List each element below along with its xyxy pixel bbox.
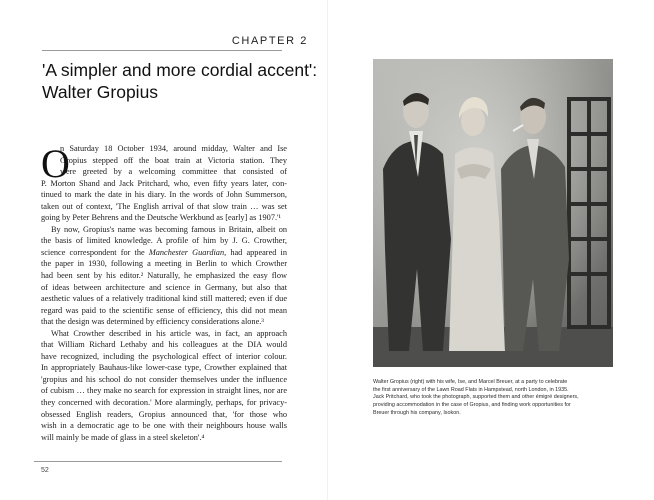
text-line: 'gropius and his school do not consider themselves under the influence [41, 374, 287, 384]
text-line: aesthetic values of a relatively traditional kind still mattered; even if due [41, 294, 287, 304]
text-line: science correspondent for the Manchester Guardian, had appeared in [41, 247, 288, 257]
paragraph [41, 328, 287, 443]
caption-line: Breuer through his company, Isokon. [373, 409, 461, 416]
text-line: P. Morton Shand and Jack Pritchard, who, even fifty years later, con- [41, 178, 287, 188]
text-line: had been sent by his editor.² Naturally, he emphasized the easy flow [41, 271, 287, 281]
header-rule [42, 50, 282, 51]
text-line: going by Peter Behrens and the Deutsche Werkbund as [early] as 1907.'¹ [41, 213, 282, 223]
text-line: were greeted by a welcoming committee that consisted of [60, 167, 287, 177]
caption-line: Jack Pritchard, who took the photograph, supported them and other émigré designers, [373, 394, 579, 401]
text-line: n Saturday 18 October 1934, around midday, Walter and Ise [60, 144, 287, 153]
chapter-title [42, 59, 318, 103]
text-line: What Crowther described in his article was, in fact, an approach [51, 328, 287, 338]
caption-line: the first anniversary of the Lawn Road Flats in Hampstead, north London, in 1935. [373, 386, 569, 393]
footer-rule [34, 461, 282, 462]
text-line: will mainly be made of glass in a steel skeleton'.⁴ [41, 432, 205, 442]
text-line: tinued to mark the date in his diary. In the words of John Summerson, [41, 190, 287, 200]
caption-line: providing accommodation in the case of Gropius, and finding work opportunities for [373, 402, 571, 409]
text-line: taken out of context, 'The English arrival of that slow train … was set [41, 201, 287, 211]
text-line: that William Richard Lethaby and his colleagues at the DIA would [41, 340, 287, 350]
text-line: that the design was determined by efficiency considerations alone.³ [41, 317, 264, 327]
caption-line: Walter Gropius (right) with his wife, Ise, and Marcel Breuer, at a party to celebrate [373, 379, 568, 385]
text-line: obsessed English readers, Gropius announced that, 'for those who [41, 409, 287, 419]
text-line: By now, Gropius's name was becoming famous in Britain, albeit on [51, 224, 287, 234]
paragraph [41, 224, 287, 328]
page-gutter [327, 0, 328, 500]
text-line: wish in a democratic age to be one with their neighbours house walls [41, 421, 287, 431]
text-line: regard was paid to the scientific sense of efficiency, this did not mean [41, 305, 287, 315]
text-line: In appropriately Bauhaus-like lower-case type, Crowther explained that [41, 363, 287, 373]
text-line: have recognized, including the psychological effect of interior colour. [41, 351, 287, 361]
drop-cap: O [41, 141, 70, 186]
text-line: Gropius stepped off the boat train at Victoria station. They [60, 155, 287, 165]
paragraph [41, 143, 287, 224]
photo-caption [373, 379, 617, 418]
chapter-title-line: Walter Gropius [42, 82, 159, 102]
text-line: the paper in 1930, following a meeting in Berlin to which Crowther [41, 259, 287, 269]
body-text [41, 143, 287, 443]
page-number: 52 [41, 467, 49, 474]
text-line: the basis of limited knowledge. A profile of him by J. G. Crowther, [41, 236, 287, 246]
photograph-illustration [373, 59, 613, 367]
running-head: CHAPTER 2 [231, 35, 308, 47]
photograph [373, 59, 613, 367]
text-line: they concerned with decoration.' More alarmingly, perhaps, for privacy- [41, 398, 287, 408]
chapter-title-line: 'A simpler and more cordial accent': [42, 60, 318, 80]
newspaper-title: Manchester Guardian [148, 247, 225, 257]
text-line: of ideas between architecture and science in Germany, but also that [41, 282, 287, 292]
text-line: of cubism … they make no search for expression in straight lines, nor are [41, 386, 287, 396]
